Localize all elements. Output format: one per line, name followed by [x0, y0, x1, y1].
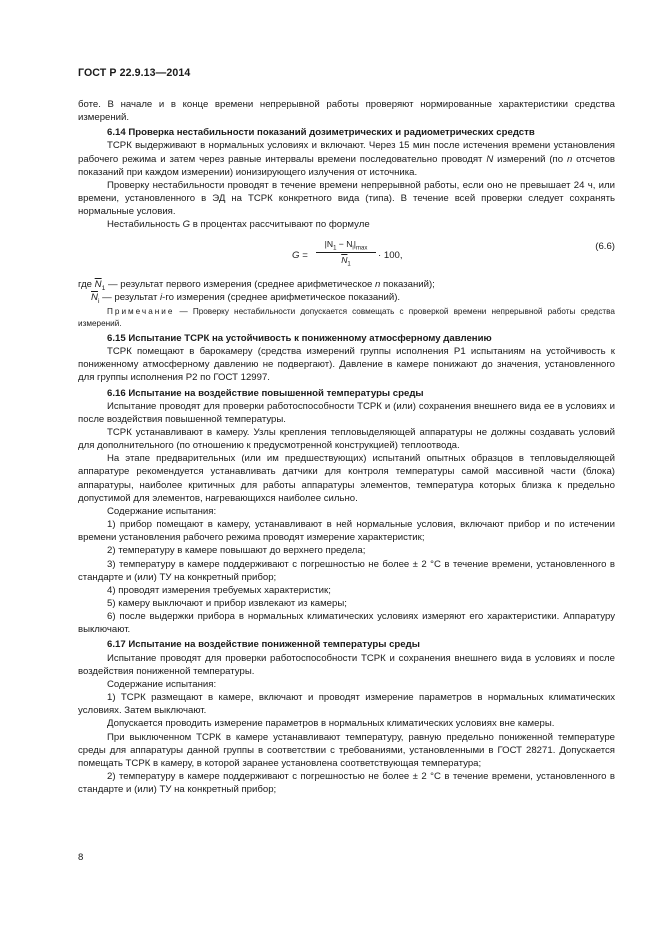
section-6-16-item-1: 1) прибор помещают в камеру, устанавливают в ней нормальные условия, включают прибор и по истечении времени установления рабочего режима проводят измерение характеристик;: [78, 519, 615, 544]
note: Примечание — Проверку нестабильности допускается совмещать с проверкой времени непрерывной работы средства измерений.: [78, 306, 615, 328]
section-6-16-title: 6.16 Испытание на воздействие повышенной температуры среды: [107, 387, 424, 399]
paragraph-intro: боте. В начале и в конце времени непрерывной работы проверяют нормированные характеристики средства измерений.: [78, 99, 615, 124]
section-6-16-item-4: 4) проводят измерения требуемых характеристик;: [107, 584, 331, 596]
section-6-17-paragraph-3: Допускается проводить измерение параметров в нормальных климатических условиях вне камеры.: [107, 718, 555, 730]
where-line-1: где $\overline{N}_1$ — результат первого измерения (среднее арифметическое n показаний);: [78, 278, 435, 292]
formula-rhs: · 100,: [378, 249, 403, 261]
section-6-16-item-6: 6) после выдержки прибора в нормальных климатических условиях измеряют его характеристики. Аппаратуру выключают.: [78, 611, 615, 636]
section-6-17-title: 6.17 Испытание на воздействие пониженной температуры среды: [107, 639, 420, 651]
section-6-14-paragraph-1: ТСРК выдерживают в нормальных условиях и включают. Через 15 мин после истечения времени установления рабочего режима и затем через равные интервалы времени последовательно проводят N измерений (по n отсчетов показаний при каждом измерении) ионизирующего излучения от источника.: [78, 140, 615, 178]
formula-fraction: [316, 238, 376, 267]
section-6-16-paragraph-4: Содержание испытания:: [107, 505, 217, 517]
section-6-16-paragraph-1: Испытание проводят для проверки работоспособности ТСРК и (или) сохранения внешнего вида ее в условиях и после воздействия повышенной температуры.: [78, 400, 615, 425]
formula-numerator: $|N_1 - N_i|_{max}$: [316, 238, 376, 253]
section-6-17-item-2: 2) температуру в камере поддерживают с погрешностью не более ± 2 °С в течение времени, установленного в стандарте и (или) ТУ на конкретный прибор;: [78, 771, 615, 796]
formula-denominator: $\overline{N}_1$: [341, 254, 351, 268]
formula-number: (6.6): [595, 240, 615, 252]
section-6-17-paragraph-1: Испытание проводят для проверки работоспособности ТСРК и сохранения внешнего вида в условиях и после воздействия пониженной температуры.: [78, 652, 615, 677]
section-6-14-paragraph-3: Нестабильность G в процентах рассчитывают по формуле: [107, 219, 370, 231]
section-6-14-paragraph-2: Проверку нестабильности проводят в течение времени непрерывной работы, если оно не превышает 24 ч, или времени, установленного в ЭД на ТСРК конкретного вида (типа). В течение всей проверки следует сохранять нормальные условия.: [78, 179, 615, 218]
formula-6-6: [78, 238, 615, 272]
section-6-16-paragraph-3: На этапе предварительных (или им предшествующих) испытаний опытных образцов в тепловыделяющей аппаратуре рекомендуется устанавливать датчики для контроля температуры самой массивной части (блока) аппаратуры, наиболее критичных для работы аппаратуры элементов, температура которых близка к предельно допустимой для элементов, нагревающихся наиболее сильно.: [78, 453, 615, 504]
section-6-15-paragraph-1: ТСРК помещают в барокамеру (средства измерений группы исполнения Р1 испытаниям на устойчивость к пониженному атмосферному давлению не подвергают). Давление в камере понижают до значения, установленного для группы исполнения Р2 по ГОСТ 12997.: [78, 346, 615, 384]
note-label: Примечание: [107, 306, 175, 316]
section-6-15-title: 6.15 Испытание ТСРК на устойчивость к пониженному атмосферному давлению: [107, 332, 492, 344]
page-number: 8: [78, 852, 84, 863]
section-6-16-item-3: 3) температуру в камере поддерживают с погрешностью не более ± 2 °С в течение времени, установленного в стандарте и (или) ТУ на конкретный прибор;: [78, 558, 615, 583]
document-body: [78, 98, 615, 796]
section-6-17-paragraph-4: При выключенном ТСРК в камере устанавливают температуру, равную предельно пониженной температуре среды для аппаратуры данной группы в соответствии с требованиями, установленными в ГОСТ 28271. Допускается помещать ТСРК в камеру, в которой заранее установлена соответствующая температура;: [78, 731, 615, 769]
formula-lhs: G =: [292, 249, 308, 261]
section-6-14-title: 6.14 Проверка нестабильности показаний дозиметрических и радиометрических средств: [107, 127, 535, 139]
section-6-16-item-2: 2) температуру в камере повышают до верхнего предела;: [107, 545, 366, 557]
section-6-16-item-5: 5) камеру выключают и прибор извлекают из камеры;: [107, 598, 347, 609]
section-6-17-item-1: 1) ТСРК размещают в камере, включают и проводят измерение параметров в нормальных климатических условиях. Затем выключают.: [78, 692, 615, 717]
where-line-2: $\overline{N}_i$ — результат i-го измерения (среднее арифметическое показаний).: [91, 291, 401, 305]
section-6-16-paragraph-2: ТСРК устанавливают в камеру. Узлы крепления тепловыделяющей аппаратуры не должны создавать условий для дополнительного (по отношению к предусмотренной конструкцией) теплоотвода.: [78, 426, 615, 452]
document-header: ГОСТ Р 22.9.13—2014: [78, 67, 191, 79]
section-6-17-paragraph-2: Содержание испытания:: [107, 678, 217, 690]
